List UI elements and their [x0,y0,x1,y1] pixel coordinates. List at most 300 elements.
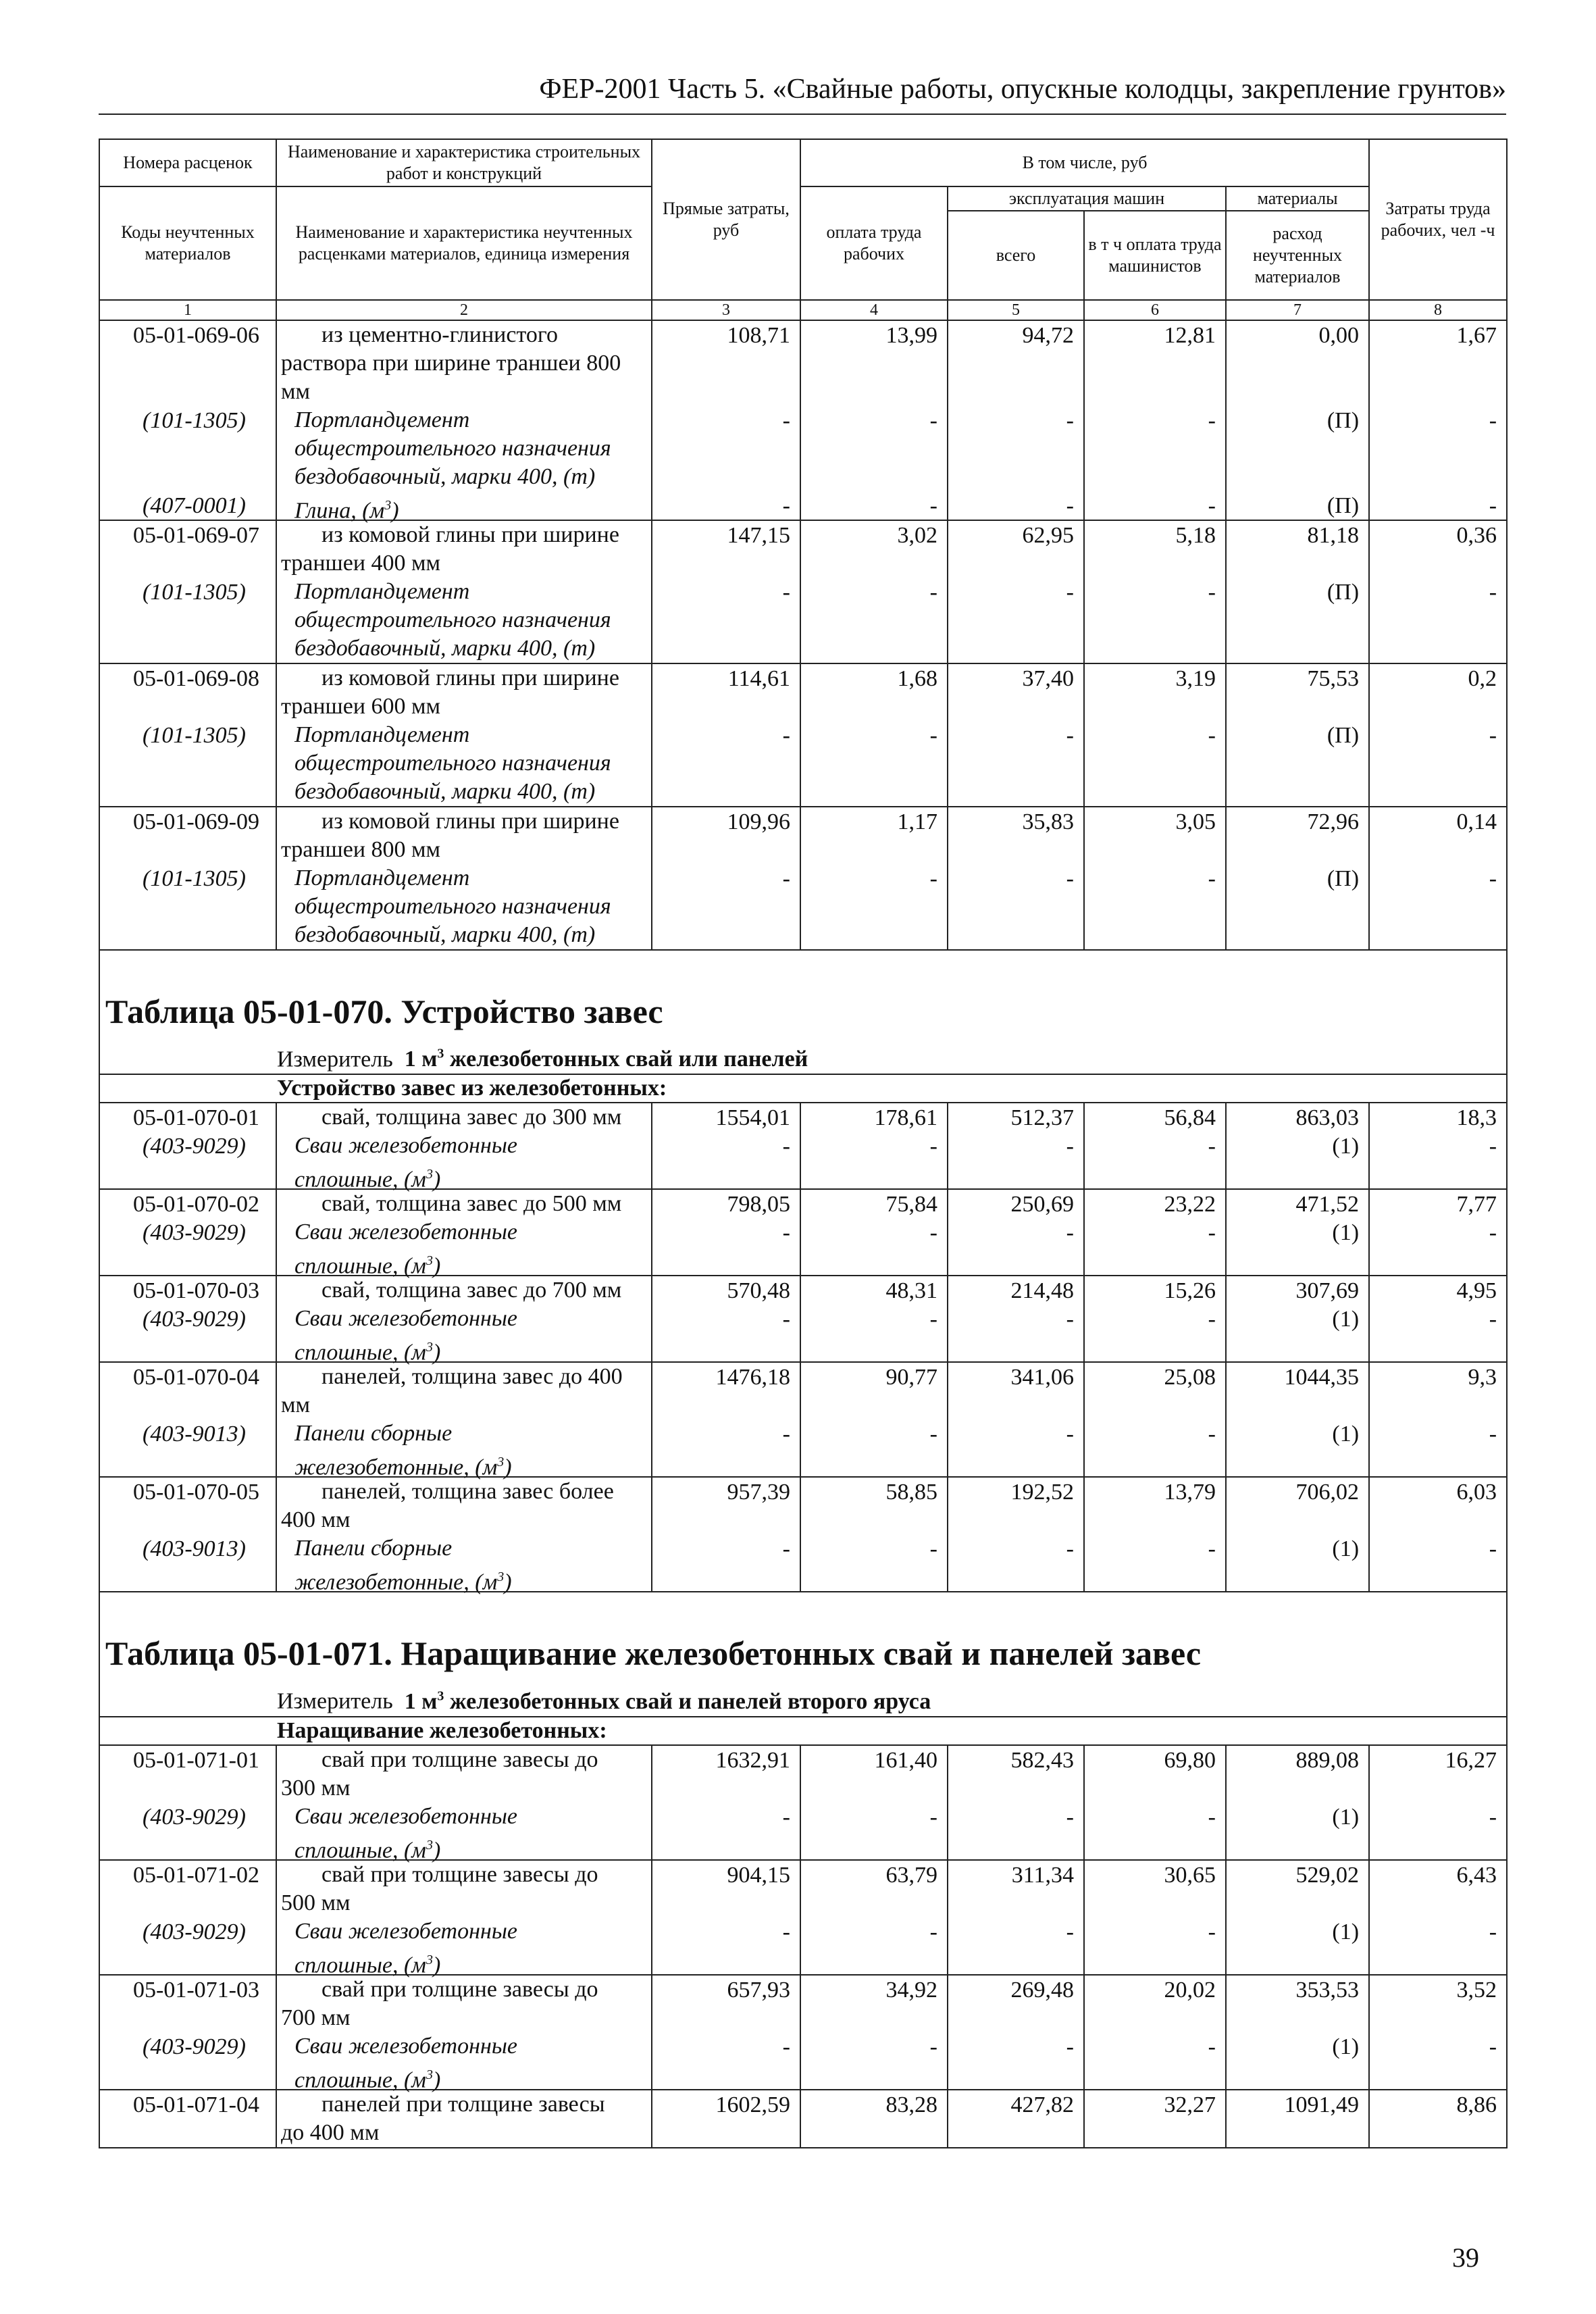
col-number: 6 [1084,300,1226,320]
rate-code: 05-01-070-01 [133,1105,259,1131]
rate-name-cell [276,520,652,663]
rate-value: 34,92 [885,1977,937,2003]
rate-value: 75,53 [1307,666,1360,691]
material-name-line: сплошные, $(м^3)$ [294,2067,441,2092]
rate-row [99,1975,1507,2090]
rates-table-070 [99,1103,1507,1595]
superscript: 3 [437,1688,444,1704]
col-number: 3 [652,300,800,320]
col-head-7: расход неучтенных материалов [1226,211,1369,300]
rate-value: 353,53 [1295,1977,1360,2003]
superscript: 3 [426,1837,434,1853]
spacer [100,1831,259,1859]
value-cell [652,520,800,663]
rate-value: 3,05 [1175,809,1216,834]
work-name-line: траншеи 800 мм [281,837,441,862]
dash-mark: - [782,1307,790,1332]
spacer [1227,634,1359,663]
spacer [1085,606,1216,634]
spacer [1370,2004,1497,2032]
value-cell [1369,1860,1507,1975]
value-cell [1369,1477,1507,1592]
spacer [1085,1946,1216,1974]
spacer [1370,836,1497,864]
table-070-measure [99,1040,1507,1074]
material-code: (403-9029) [143,1134,246,1159]
value-cell [800,1103,948,1189]
rates-group-069 [99,320,1507,950]
material-name-line: Панели сборные [294,1536,453,1561]
rate-value: 1,17 [897,809,937,834]
spacer [652,1448,790,1476]
spacer [1370,1247,1497,1275]
superscript: 3 [426,1167,434,1182]
spacer [1085,1506,1216,1534]
value-cell [948,1362,1084,1477]
value-cell [1369,1362,1507,1477]
spacer [1085,1160,1216,1188]
material-marker: (1) [1332,1220,1360,1246]
material-name-line: Сваи железобетонные [294,1133,517,1159]
col-head-2a: Наименование и характеристика строительных работ и конструкций [276,139,652,186]
spacer [801,2119,937,2147]
value-cell [1226,1103,1369,1189]
rate-row [99,1276,1507,1362]
spacer [948,1333,1074,1361]
value-cell [1084,1477,1226,1592]
rate-value: 863,03 [1295,1105,1360,1131]
value-cell [1369,1189,1507,1276]
rate-value: 0,14 [1456,809,1497,834]
spacer [801,921,937,949]
value-cell [1226,807,1369,950]
material-code: (403-9029) [143,1220,246,1246]
spacer [1227,1889,1359,1917]
rate-code-cell [99,1103,276,1189]
col-number: 7 [1226,300,1369,320]
spacer [100,693,259,721]
work-name-line: до 400 мм [281,2119,380,2145]
rate-name-cell [276,1362,652,1480]
rates-table-071 [99,1745,1507,2148]
value-cell [1084,1975,1226,2090]
value-cell [652,320,800,520]
rate-value: 94,72 [1022,323,1074,348]
value-cell [652,1103,800,1189]
material-code: (101-1305) [143,580,246,605]
spacer [1227,1831,1359,1859]
rate-value: 32,27 [1164,2092,1216,2117]
material-marker: (П) [1327,408,1360,433]
spacer [100,606,259,634]
spacer [948,2061,1074,2089]
spacer [1085,378,1216,406]
work-name-line: свай при толщине завесы до [321,1976,598,2002]
dash-mark: - [1066,1804,1074,1830]
rate-code-cell [99,1745,276,1860]
spacer [1370,606,1497,634]
spacer [1227,2061,1359,2089]
value-cell [948,1189,1084,1276]
rate-value: 1632,91 [715,1747,790,1773]
spacer [100,2061,259,2089]
material-code: (403-9029) [143,1804,246,1830]
material-code: (403-9013) [143,1536,246,1562]
dash-mark: - [1489,1919,1497,1944]
spacer [1085,1831,1216,1859]
spacer [1085,1889,1216,1917]
material-name-line: Глина, $(м^3)$ [294,498,399,524]
spacer [1227,693,1359,721]
value-cell [652,807,800,950]
rate-value: 192,52 [1010,1480,1074,1505]
dash-mark: - [1208,1804,1216,1830]
spacer [801,549,937,578]
spacer [801,1391,937,1419]
dash-mark: - [929,580,937,605]
rate-value: 56,84 [1164,1105,1216,1131]
rate-value: 1044,35 [1284,1365,1360,1390]
rate-code: 05-01-071-03 [133,1977,259,2003]
spacer [1370,1333,1497,1361]
rate-value: 48,31 [885,1278,937,1304]
spacer [1085,1563,1216,1591]
spacer [1085,1448,1216,1476]
superscript: 3 [497,1569,505,1585]
material-marker: (1) [1332,1804,1360,1830]
dash-mark: - [1208,1307,1216,1332]
rate-value: 214,48 [1010,1278,1074,1304]
rate-value: 62,95 [1022,523,1074,548]
material-code: (403-9029) [143,2034,246,2059]
rate-name-cell [276,320,652,524]
dash-mark: - [1208,580,1216,605]
material-marker: (1) [1332,1422,1360,1447]
value-cell [1084,1745,1226,1860]
rate-code: 05-01-070-05 [133,1480,259,1505]
value-cell [800,520,948,663]
material-name-line: сплошные, $(м^3)$ [294,1167,441,1192]
rate-value: 1554,01 [715,1105,790,1131]
dash-mark: - [1489,1422,1497,1447]
spacer [948,549,1074,578]
spacer [1085,2004,1216,2032]
spacer [1227,434,1359,463]
col-head-1a: Номера расценок [99,139,276,186]
rate-value: 1602,59 [715,2092,790,2117]
material-name-line: Панели сборные [294,1421,453,1447]
rate-value: 23,22 [1164,1192,1216,1217]
spacer [100,1506,259,1534]
value-cell [800,1477,948,1592]
value-cell [1226,320,1369,520]
value-cell [948,320,1084,520]
material-name-line: сплошные, $(м^3)$ [294,1837,441,1863]
material-marker: (1) [1332,1307,1360,1332]
spacer [948,749,1074,778]
work-name-line: 500 мм [281,1890,351,1915]
material-name-line: Сваи железобетонные [294,1918,517,1944]
value-cell [800,2090,948,2148]
spacer [100,349,259,378]
material-name-line: Портландцемент [294,865,470,890]
measure-label: Измеритель [277,1047,393,1072]
value-cell [948,1477,1084,1592]
rate-value: 72,96 [1307,809,1360,834]
rate-name-cell [276,807,652,950]
work-name-line: панелей при толщине завесы [321,2091,605,2117]
material-name-line: железобетонные, $(м^3)$ [294,1569,512,1595]
spacer [801,1333,937,1361]
dash-mark: - [1489,1536,1497,1562]
rate-name-cell [276,1745,652,1863]
rate-row [99,2090,1507,2148]
header-rule [99,114,1506,115]
rate-value: 798,05 [727,1192,790,1217]
value-cell [652,2090,800,2148]
spacer [1227,1506,1359,1534]
spacer [100,1391,259,1419]
spacer [652,1831,790,1859]
rate-value: 311,34 [1011,1862,1074,1888]
spacer [652,749,790,778]
rate-row [99,663,1507,807]
value-cell [1369,807,1507,950]
measure-value: 1 $м^3$ железобетонных свай или панелей [404,1047,808,1072]
col-head-mach: эксплуатация машин [948,186,1226,211]
spacer [652,1889,790,1917]
spacer [801,349,937,378]
rate-value: 25,08 [1164,1365,1216,1390]
material-name-line: Портландцемент [294,579,470,604]
dash-mark: - [782,1804,790,1830]
value-cell [1084,663,1226,807]
material-marker: (П) [1327,493,1360,518]
rate-value: 250,69 [1010,1192,1074,1217]
rate-row [99,1103,1507,1189]
dash-mark: - [929,408,937,433]
spacer [1227,549,1359,578]
value-cell [1369,520,1507,663]
rate-row [99,1362,1507,1477]
value-cell [800,663,948,807]
work-name-line: из комовой глины при ширине [321,809,619,834]
rate-code: 05-01-069-09 [133,809,259,834]
spacer [1085,2119,1216,2147]
rate-value: 178,61 [874,1105,937,1131]
col-head-1b: Коды неучтенных материалов [99,186,276,300]
material-name-line: общестроительного назначения [294,894,611,919]
rate-code-cell [99,1189,276,1276]
spacer [652,549,790,578]
dash-mark: - [1489,1134,1497,1159]
rate-value: 114,61 [727,666,790,691]
spacer [948,1774,1074,1803]
spacer [652,1247,790,1275]
value-cell [1226,1745,1369,1860]
dash-mark: - [1066,1536,1074,1562]
running-header: ФЕР-2001 Часть 5. «Свайные работы, опускные колодцы, закрепление грунтов» [539,74,1506,105]
spacer [652,378,790,406]
spacer [1370,749,1497,778]
spacer [948,921,1074,949]
rate-value: 1476,18 [715,1365,790,1390]
value-cell [948,1860,1084,1975]
spacer [1370,463,1497,491]
material-marker: (П) [1327,580,1360,605]
value-cell [1226,2090,1369,2148]
spacer [948,1946,1074,1974]
rate-code-cell [99,520,276,663]
dash-mark: - [1208,1134,1216,1159]
spacer [948,2004,1074,2032]
spacer [1085,836,1216,864]
spacer [948,836,1074,864]
spacer [1227,749,1359,778]
spacer [1227,349,1359,378]
rate-value: 427,82 [1010,2092,1074,2117]
dash-mark: - [782,1220,790,1246]
rate-value: 657,93 [727,1977,790,2003]
spacer [652,634,790,663]
rate-code: 05-01-070-03 [133,1278,259,1304]
value-cell [800,1745,948,1860]
dash-mark: - [929,1919,937,1944]
value-cell [800,1362,948,1477]
spacer [652,1563,790,1591]
rate-value: 12,81 [1164,323,1216,348]
value-cell [1226,1477,1369,1592]
dash-mark: - [1066,1134,1074,1159]
spacer [1227,463,1359,491]
work-name-line: свай, толщина завес до 300 мм [321,1105,622,1130]
value-cell [1369,320,1507,520]
rate-code: 05-01-070-02 [133,1192,259,1217]
work-name-line: из комовой глины при ширине [321,665,619,690]
work-name-line: свай при толщине завесы до [321,1746,598,1772]
value-cell [1084,520,1226,663]
page-number: 39 [1452,2242,1479,2273]
rate-code: 05-01-071-02 [133,1862,259,1888]
rate-name-cell [276,1189,652,1279]
spacer [1085,434,1216,463]
spacer [652,2119,790,2147]
spacer [948,634,1074,663]
rate-value: 0,2 [1468,666,1497,691]
value-cell [652,1975,800,2090]
dash-mark: - [1208,866,1216,891]
dash-mark: - [782,493,790,518]
dash-mark: - [782,408,790,433]
material-code: (101-1305) [143,866,246,891]
spacer [1227,1563,1359,1591]
dash-mark: - [929,1536,937,1562]
value-cell [1369,663,1507,807]
table-071-heading [99,1592,1507,1744]
value-cell [1226,1860,1369,1975]
rate-value: 0,36 [1456,523,1497,548]
superscript: 3 [437,1047,444,1061]
dash-mark: - [929,866,937,891]
spacer [1227,1391,1359,1419]
value-cell [948,520,1084,663]
dash-mark: - [1066,408,1074,433]
dash-mark: - [782,1422,790,1447]
spacer [1370,1391,1497,1419]
table-071-section: Наращивание железобетонных: [99,1717,1507,1745]
spacer [1370,1506,1497,1534]
spacer [948,434,1074,463]
rate-value: 512,37 [1010,1105,1074,1131]
work-name-line: панелей, толщина завес до 400 [321,1364,623,1390]
value-cell [1084,2090,1226,2148]
col-number: 2 [276,300,652,320]
spacer [1370,378,1497,406]
dash-mark: - [929,1220,937,1246]
rate-value: 269,48 [1010,1977,1074,2003]
spacer [652,1333,790,1361]
rate-value: 30,65 [1164,1862,1216,1888]
rate-row [99,320,1507,520]
dash-mark: - [782,866,790,891]
col-number: 5 [948,300,1084,320]
value-cell [800,320,948,520]
value-cell [1084,1362,1226,1477]
value-cell [652,1745,800,1860]
spacer [1370,434,1497,463]
rate-value: 341,06 [1010,1365,1074,1390]
rate-value: 9,3 [1468,1365,1497,1390]
rate-value: 16,27 [1445,1747,1497,1773]
spacer [948,778,1074,806]
spacer [1085,921,1216,949]
spacer [948,1391,1074,1419]
value-cell [652,1362,800,1477]
spacer [1370,1889,1497,1917]
table-header [99,139,1507,320]
spacer [1227,606,1359,634]
col-head-3: Прямые затраты, руб [652,139,800,300]
rate-value: 81,18 [1307,523,1360,548]
rate-value: 13,99 [885,323,937,348]
material-marker: (П) [1327,723,1360,748]
material-name-line: сплошные, $(м^3)$ [294,1340,441,1365]
dash-mark: - [1489,408,1497,433]
rate-value: 69,80 [1164,1747,1216,1773]
material-code: (403-9013) [143,1422,246,1447]
dash-mark: - [1489,1220,1497,1246]
material-name-line: сплошные, $(м^3)$ [294,1253,441,1279]
col-number: 4 [800,300,948,320]
rate-code-cell [99,807,276,950]
dash-mark: - [1489,493,1497,518]
value-cell [1084,807,1226,950]
material-name-line: Сваи железобетонные [294,1803,517,1829]
spacer [801,749,937,778]
spacer [100,549,259,578]
material-name-line: железобетонные, $(м^3)$ [294,1455,512,1480]
spacer [652,434,790,463]
measure-label: Измеритель [277,1688,393,1714]
spacer [1227,836,1359,864]
spacer [100,778,259,806]
dash-mark: - [1489,1804,1497,1830]
material-code: (403-9029) [143,1307,246,1332]
spacer [1370,1946,1497,1974]
rate-name-cell [276,1860,652,1978]
work-name-line: мм [281,379,311,404]
col-head-4: оплата труда рабочих [800,186,948,300]
